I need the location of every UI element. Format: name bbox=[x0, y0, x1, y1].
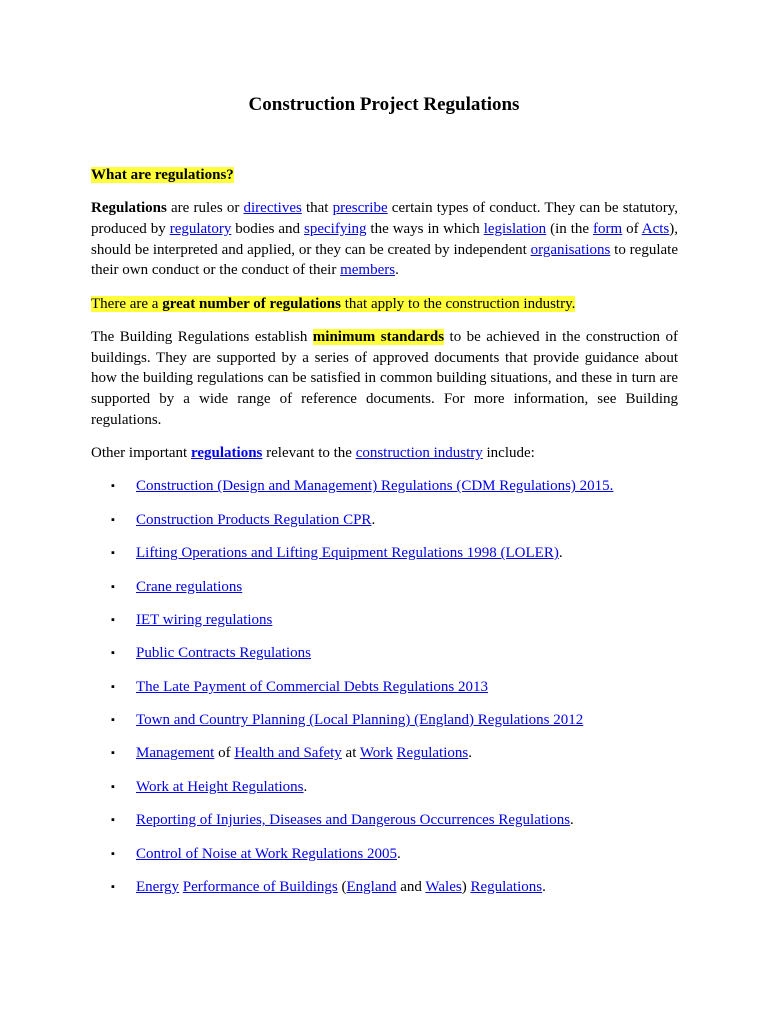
link-public-contracts[interactable]: Public Contracts Regulations bbox=[136, 645, 311, 662]
link-management[interactable]: Management bbox=[136, 745, 215, 762]
bold-phrase: great number of regulations bbox=[162, 295, 341, 312]
list-item bbox=[91, 877, 678, 898]
link-energy[interactable]: Energy bbox=[136, 878, 180, 895]
text-run: include: bbox=[482, 445, 535, 462]
link-cpr[interactable]: Construction Products Regulation CPR bbox=[136, 511, 372, 528]
text-run: . bbox=[371, 511, 376, 528]
link-specifying[interactable]: specifying bbox=[304, 221, 367, 237]
text-run: Other important bbox=[91, 445, 191, 462]
list-item bbox=[91, 543, 678, 564]
bullet-icon: ▪ bbox=[111, 814, 115, 827]
link-performance-of-buildings[interactable]: Performance of Buildings bbox=[182, 878, 338, 895]
highlight-paragraph bbox=[91, 294, 678, 315]
bullet-icon: ▪ bbox=[111, 547, 115, 560]
text-run: (in the bbox=[546, 221, 594, 237]
link-directives[interactable]: directives bbox=[243, 200, 302, 217]
list-item bbox=[91, 710, 678, 731]
text-run: of bbox=[622, 221, 642, 237]
text-run: bodies and bbox=[231, 221, 304, 237]
link-health-safety[interactable]: Health and Safety bbox=[234, 745, 342, 762]
link-wales[interactable]: Wales bbox=[425, 878, 462, 895]
building-regulations-paragraph bbox=[91, 327, 678, 431]
text-run: . bbox=[397, 845, 401, 862]
regulations-list bbox=[91, 476, 678, 897]
link-members[interactable]: members bbox=[340, 262, 396, 279]
list-item bbox=[91, 844, 678, 865]
list-item bbox=[91, 510, 678, 531]
list-item bbox=[91, 476, 678, 497]
list-item bbox=[91, 777, 678, 798]
text-run: . bbox=[303, 778, 308, 795]
list-item bbox=[91, 677, 678, 698]
document-body bbox=[91, 165, 678, 910]
list-item bbox=[91, 643, 678, 664]
link-regulations-energy[interactable]: Regulations bbox=[470, 878, 543, 895]
text-run: that bbox=[301, 200, 333, 217]
link-riddor[interactable]: Reporting of Injuries, Diseases and Dangerous Occurrences Regulations bbox=[136, 812, 571, 829]
text-run: to regulate their own conduct or the conduct of their bbox=[91, 241, 678, 279]
link-organisations[interactable]: organisations bbox=[530, 241, 611, 258]
highlighted-sentence bbox=[91, 296, 575, 312]
list-item bbox=[91, 743, 678, 764]
intro-list-paragraph bbox=[91, 443, 678, 464]
bullet-icon: ▪ bbox=[111, 680, 115, 693]
text-run: . bbox=[468, 745, 472, 762]
bullet-icon: ▪ bbox=[111, 480, 115, 493]
link-legislation[interactable]: legislation bbox=[483, 221, 547, 237]
bullet-icon: ▪ bbox=[111, 780, 115, 793]
link-england[interactable]: England bbox=[346, 878, 397, 895]
bullet-icon: ▪ bbox=[111, 747, 115, 760]
text-run: . bbox=[570, 812, 574, 829]
link-regulatory[interactable]: regulatory bbox=[169, 221, 232, 237]
link-form[interactable]: form bbox=[593, 221, 623, 237]
link-crane-regulations[interactable]: Crane regulations bbox=[136, 578, 243, 595]
definition-paragraph bbox=[91, 198, 678, 281]
text-run: the ways in which bbox=[366, 221, 484, 237]
link-town-country-planning[interactable]: Town and Country Planning (Local Planning) (England) Regulations 2012 bbox=[136, 712, 584, 729]
list-item bbox=[91, 810, 678, 831]
text-run: that apply to the construction industry. bbox=[340, 295, 576, 312]
text-run: ) bbox=[461, 878, 471, 895]
regulations-term: Regulations bbox=[91, 200, 167, 217]
bullet-icon: ▪ bbox=[111, 847, 115, 860]
text-run: . bbox=[542, 878, 546, 895]
text-run: . bbox=[395, 262, 399, 279]
text-run: of bbox=[214, 745, 235, 762]
link-late-payment[interactable]: The Late Payment of Commercial Debts Regulations 2013 bbox=[136, 678, 489, 695]
link-acts[interactable]: Acts bbox=[641, 221, 670, 237]
text-run: at bbox=[341, 745, 360, 762]
link-cdm-regulations[interactable]: Construction (Design and Management) Regulations (CDM Regulations) 2015. bbox=[136, 478, 614, 495]
bullet-icon: ▪ bbox=[111, 580, 115, 593]
minimum-standards-highlight: minimum standards bbox=[312, 329, 445, 345]
list-item bbox=[91, 610, 678, 631]
link-iet-wiring[interactable]: IET wiring regulations bbox=[136, 611, 273, 628]
text-run: There are a bbox=[91, 295, 163, 312]
text-run: and bbox=[396, 878, 426, 895]
link-construction-industry[interactable]: construction industry bbox=[355, 445, 483, 462]
text-run: are rules or bbox=[166, 200, 244, 217]
bullet-icon: ▪ bbox=[111, 714, 115, 727]
text-run: relevant to the bbox=[262, 445, 356, 462]
bullet-icon: ▪ bbox=[111, 613, 115, 626]
link-regulations[interactable]: Regulations bbox=[396, 745, 469, 762]
text-run: . bbox=[558, 545, 563, 562]
link-work[interactable]: Work bbox=[359, 745, 393, 762]
link-text: regulations bbox=[190, 445, 263, 462]
link-regulations-bold[interactable] bbox=[191, 445, 262, 461]
text-run: to be achieved in the construction of buildings. They are supported by a series of approved documents that provide guidance about how the building regulations can be satisfied in common building situations, and these in turn are supported by a wide range of reference documents. For more information, see Building regulations. bbox=[91, 329, 678, 428]
text-run: ), should be interpreted and applied, or they can be created by independent bbox=[91, 221, 678, 258]
bullet-icon: ▪ bbox=[111, 647, 115, 660]
text-run: ( bbox=[337, 878, 347, 895]
text-run: certain types of conduct. They can be statutory, produced by bbox=[91, 200, 678, 237]
bullet-icon: ▪ bbox=[111, 880, 115, 893]
text-run: The Building Regulations establish bbox=[91, 329, 313, 345]
link-control-of-noise[interactable]: Control of Noise at Work Regulations 2005 bbox=[136, 845, 397, 862]
bullet-icon: ▪ bbox=[111, 513, 115, 526]
link-loler[interactable]: Lifting Operations and Lifting Equipment Regulations 1998 (LOLER) bbox=[136, 545, 559, 562]
link-prescribe[interactable]: prescribe bbox=[332, 200, 388, 217]
list-item bbox=[91, 577, 678, 598]
question-heading-text: What are regulations? bbox=[91, 167, 234, 183]
page-title: Construction Project Regulations bbox=[248, 94, 520, 115]
link-work-at-height[interactable]: Work at Height Regulations bbox=[136, 778, 304, 795]
question-heading bbox=[91, 165, 678, 186]
